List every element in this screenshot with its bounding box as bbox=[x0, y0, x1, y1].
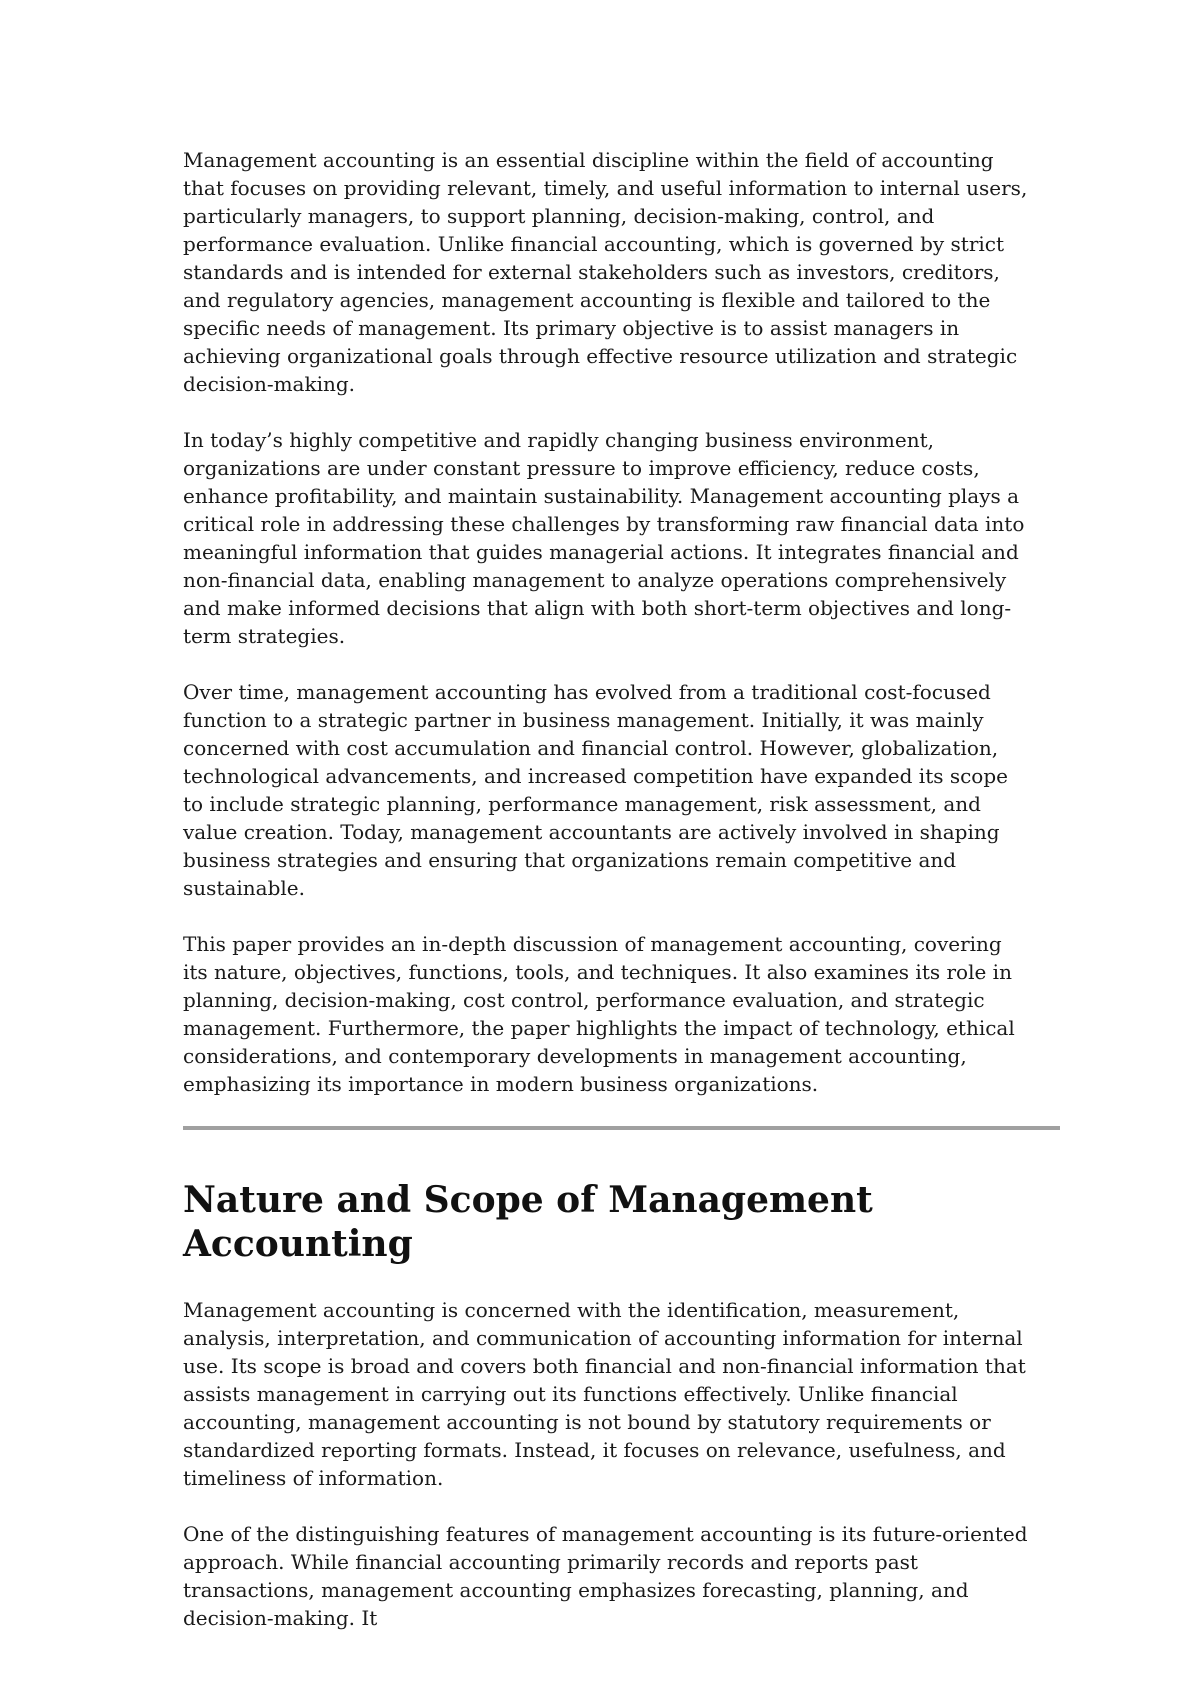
document-page bbox=[183, 146, 1063, 1660]
intro-paragraph-1: Management accounting is an essential discipline within the field of accounting that focuses on providing relevant, timely, and useful information to internal users, particularly managers, to support planning, decision-making, control, and performance evaluation. Unlike financial accounting, which is governed by strict standards and is intended for external stakeholders such as investors, creditors, and regulatory agencies, management accounting is flexible and tailored to the specific needs of management. Its primary objective is to assist managers in achieving organizational goals through effective resource utilization and strategic decision-making. bbox=[183, 148, 1028, 396]
section-paragraph-1: Management accounting is concerned with the identification, measurement, analysis, interpretation, and communication of accounting information for internal use. Its scope is broad and covers both financial and non-financial information that assists management in carrying out its functions effectively. Unlike financial accounting, management accounting is not bound by statutory requirements or standardized reporting formats. Instead, it focuses on relevance, usefulness, and timeliness of information. bbox=[183, 1298, 1026, 1490]
section-heading: Nature and Scope of Management Accounting bbox=[183, 1179, 873, 1265]
intro-paragraph-4: This paper provides an in-depth discussion of management accounting, covering its nature, objectives, functions, tools, and techniques. It also examines its role in planning, decision-making, cost control, performance evaluation, and strategic management. Furthermore, the paper highlights the impact of technology, ethical considerations, and contemporary developments in management accounting, emphasizing its importance in modern business organizations. bbox=[183, 932, 1015, 1096]
section-paragraph-2: One of the distinguishing features of management accounting is its future-oriented approach. While financial accounting primarily records and reports past transactions, management accounting emphasizes forecasting, planning, and decision-making. It bbox=[183, 1522, 1028, 1630]
intro-paragraph-2: In today’s highly competitive and rapidly changing business environment, organizations are under constant pressure to improve efficiency, reduce costs, enhance profitability, and maintain sustainability. Management accounting plays a critical role in addressing these challenges by transforming raw financial data into meaningful information that guides managerial actions. It integrates financial and non-financial data, enabling management to analyze operations comprehensively and make informed decisions that align with both short-term objectives and long-term strategies. bbox=[183, 428, 1025, 648]
intro-paragraph-3: Over time, management accounting has evolved from a traditional cost-focused function to a strategic partner in business management. Initially, it was mainly concerned with cost accumulation and financial control. However, globalization, technological advancements, and increased competition have expanded its scope to include strategic planning, performance management, risk assessment, and value creation. Today, management accountants are actively involved in shaping business strategies and ensuring that organizations remain competitive and sustainable. bbox=[183, 680, 1008, 900]
section-divider bbox=[183, 1126, 1060, 1130]
